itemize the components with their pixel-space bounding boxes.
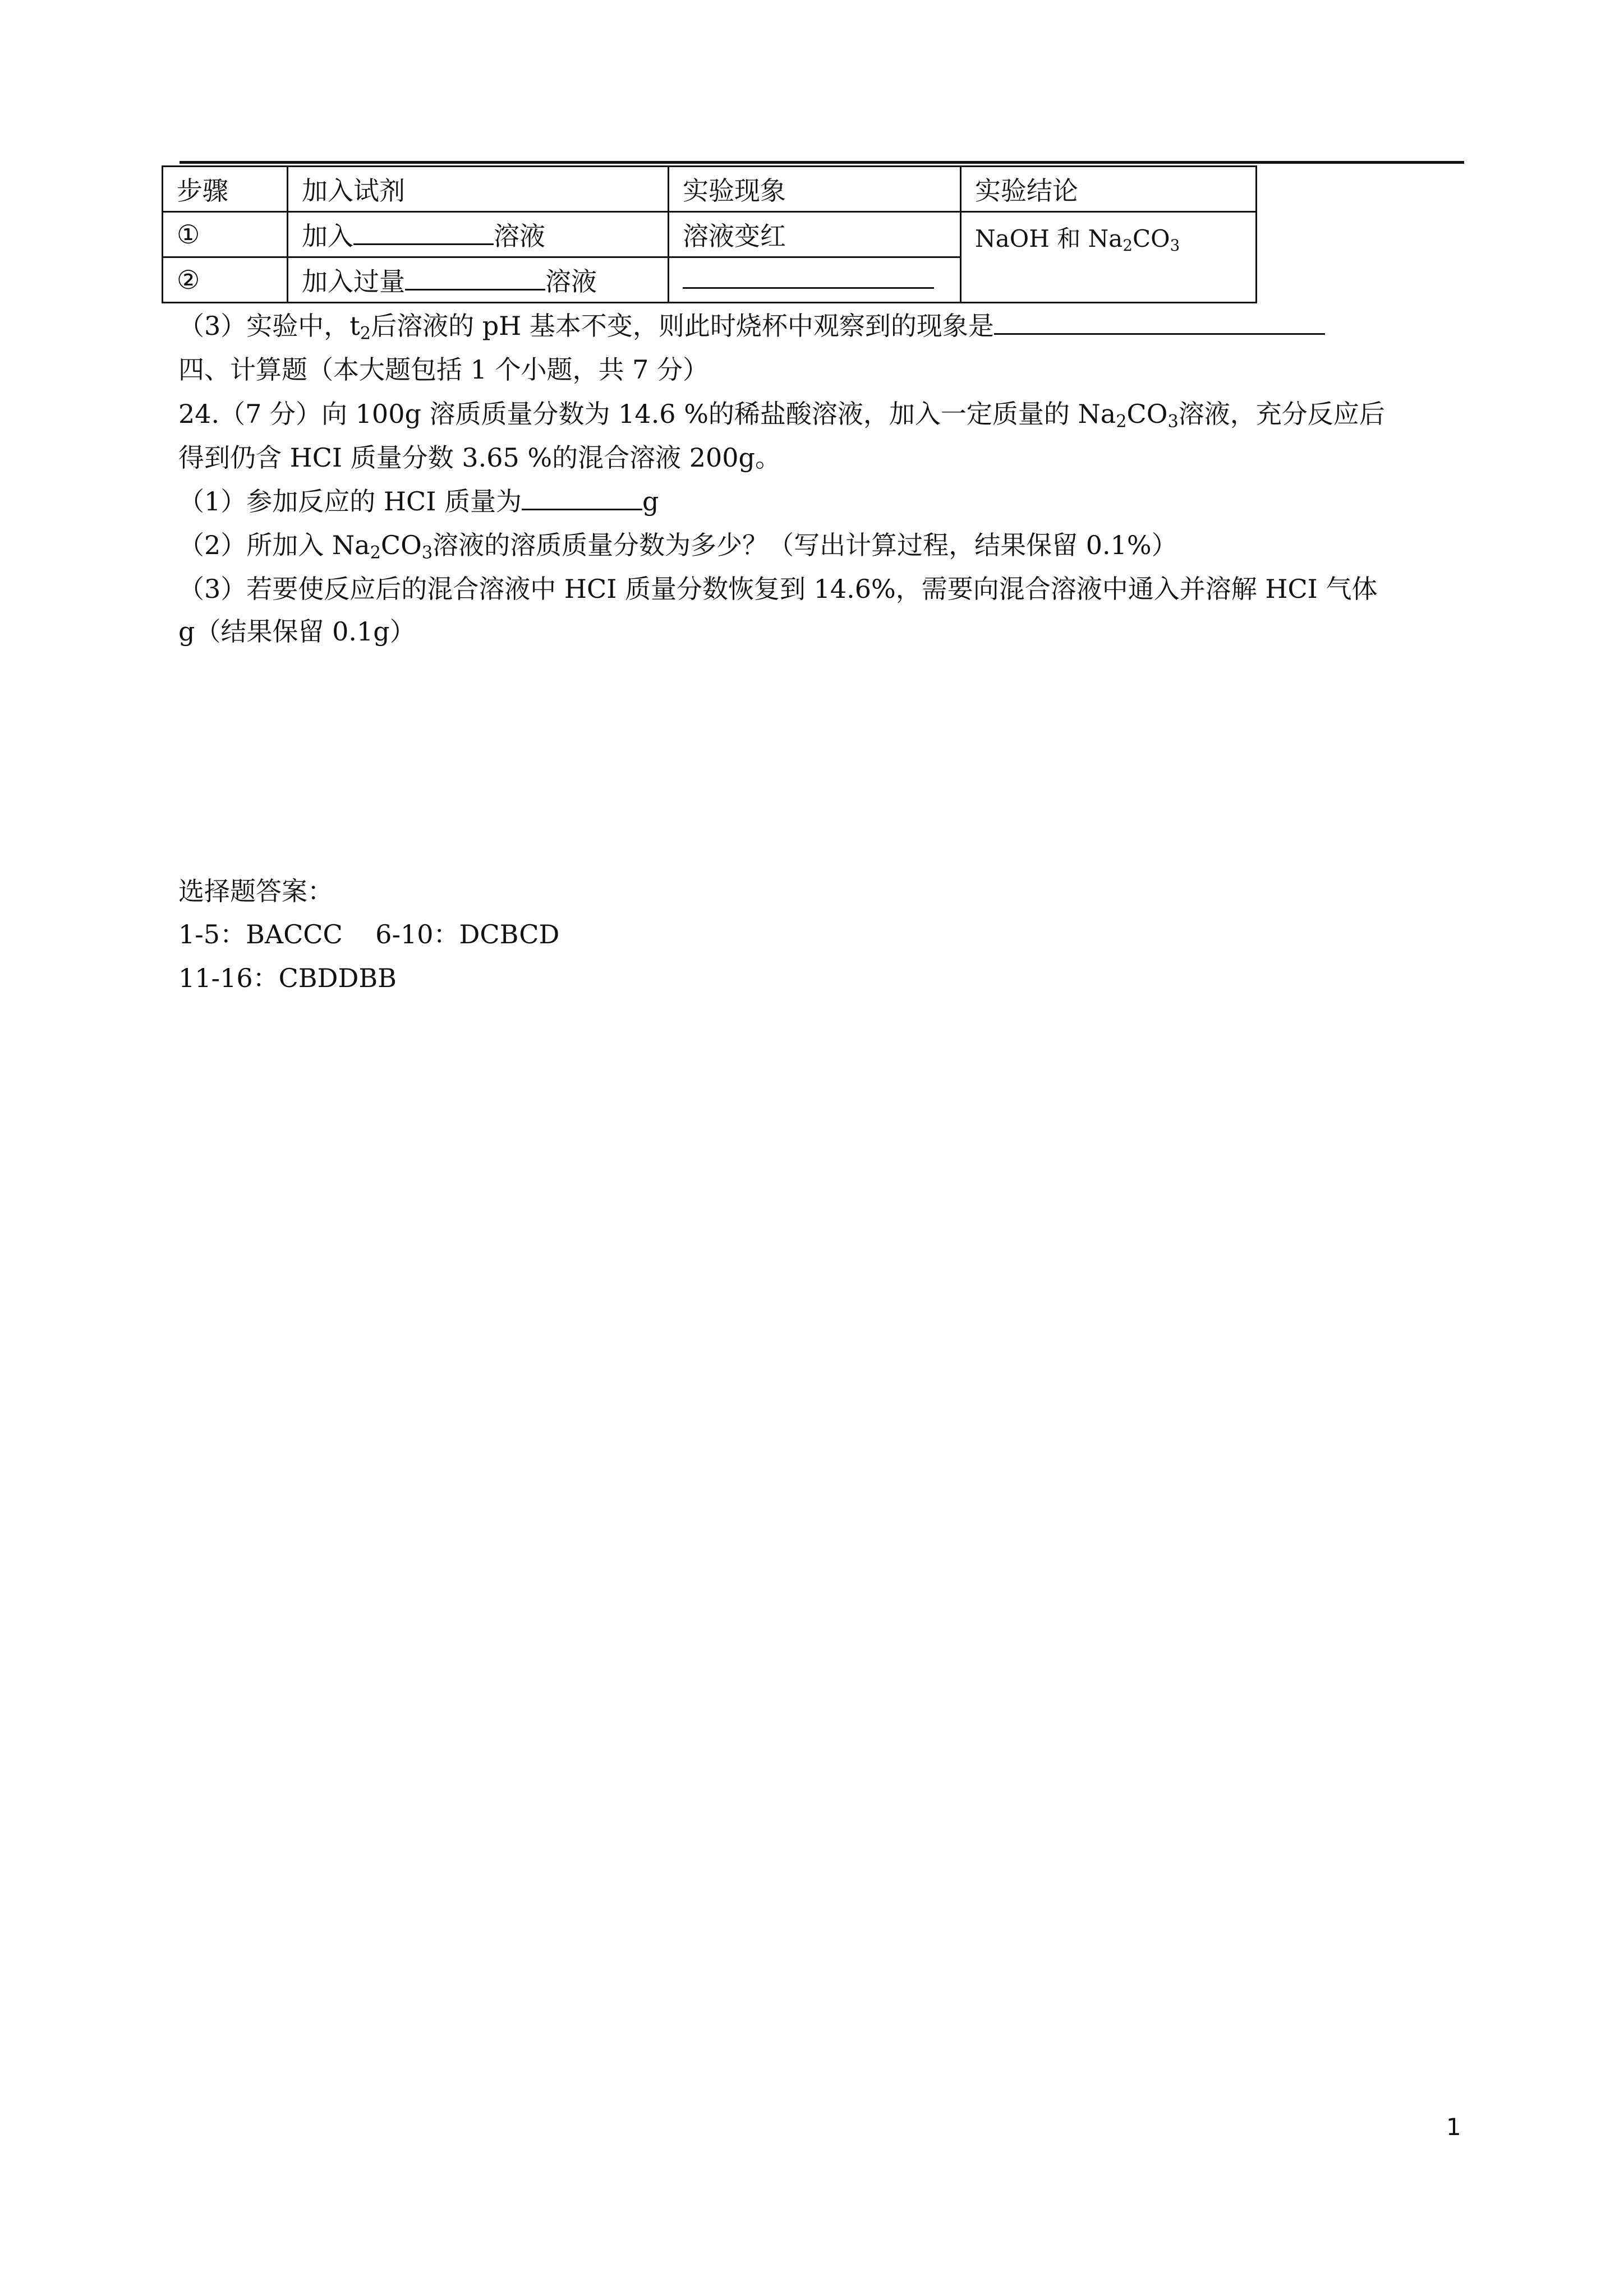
answers-title: 选择题答案： — [178, 876, 333, 906]
table-header-row — [163, 167, 1257, 212]
table-row — [163, 212, 1257, 257]
answers-line1: 1-5：BACCC 6-10：DCBCD — [178, 919, 560, 949]
row2-phenomenon — [669, 257, 961, 303]
header-reagent: 加入试剂 — [288, 167, 669, 212]
page-number: 1 — [1446, 2113, 1461, 2141]
q24-line2: 得到仍含 HCI 质量分数 3.65 %的混合溶液 200g。 — [178, 442, 781, 473]
row1-step: ① — [163, 212, 288, 257]
header-phenomenon: 实验现象 — [669, 167, 961, 212]
blank-hcl-mass[interactable] — [522, 486, 642, 510]
question-3-line: （3）实验中，$t_2$后溶液的 pH 基本不变，则此时烧杯中观察到的现象是 — [178, 306, 1325, 343]
q24-part3-line2: g（结果保留 0.1g） — [178, 616, 416, 647]
header-conclusion: 实验结论 — [961, 167, 1257, 212]
top-rule — [180, 161, 1464, 164]
row2-step: ② — [163, 257, 288, 303]
q24-line1: 24.（7 分）向 100g 溶质质量分数为 14.6 %的稀盐酸溶液，加入一定质量的 $Na_2CO_3$溶液，充分反应后 — [178, 399, 1385, 432]
q24-part3-line1: （3）若要使反应后的混合溶液中 HCI 质量分数恢复到 14.6%，需要向混合溶液中通入并溶解 HCI 气体 — [178, 574, 1378, 604]
row2-reagent: 加入过量 溶液 — [288, 257, 669, 303]
row1-reagent: 加入 溶液 — [288, 212, 669, 257]
section-title: 四、计算题（本大题包括 1 个小题，共 7 分） — [178, 354, 709, 385]
blank-phenomenon[interactable] — [683, 265, 934, 289]
answers-line2: 11-16：CBDDBB — [178, 963, 397, 993]
conclusion-cell: NaOH 和 $Na_2CO_3$ — [961, 212, 1257, 303]
blank-reagent-1[interactable] — [353, 221, 494, 245]
q24-part1: （1）参加反应的 HCI 质量为 g — [178, 486, 659, 517]
q24-part2: （2）所加入 $Na_2CO_3$溶液的溶质质量分数为多少？（写出计算过程，结果保留 0.1%） — [178, 530, 1177, 563]
blank-reagent-2[interactable] — [405, 266, 545, 291]
blank-observation[interactable] — [994, 311, 1325, 335]
header-step: 步骤 — [163, 167, 288, 212]
experiment-table — [162, 165, 1257, 303]
row1-phenomenon: 溶液变红 — [669, 212, 961, 257]
